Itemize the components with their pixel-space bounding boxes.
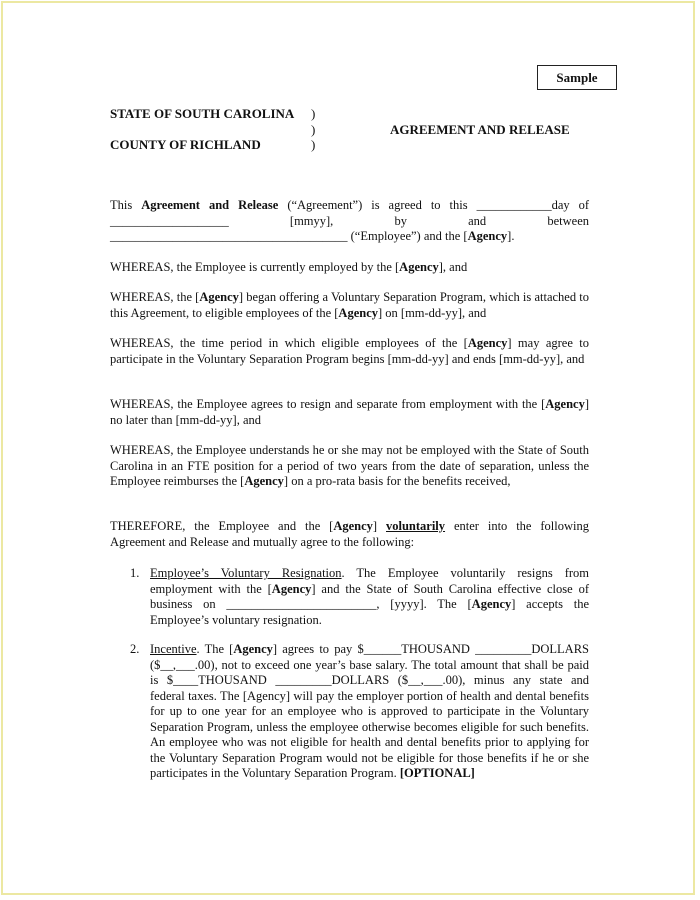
whereas-paragraph-5: WHEREAS, the Employee understands he or she may not be employed with the State of South Carolina in an FTE position for a period of two years from the date of separation, unless the Employee reimburses the [Agency] on a pro-rata basis for the benefits received, <box>110 443 589 488</box>
county-caption: COUNTY OF RICHLAND <box>110 137 261 152</box>
list-item-body: Employee’s Voluntary Resignation. The Employee voluntarily resigns from employment with the [Agency] and the State of South Carolina effective close of business on ________________________, [yyyy]. The [Agency] accepts the Employee’s voluntary resignation. <box>150 566 590 627</box>
caption-paren-2: ) <box>311 122 316 137</box>
caption-paren-1: ) <box>311 106 316 121</box>
whereas-paragraph-1: WHEREAS, the Employee is currently employed by the [Agency], and <box>110 260 468 274</box>
list-item-number: 2. <box>130 642 140 656</box>
whereas-paragraph-4: WHEREAS, the Employee agrees to resign and separate from employment with the [Agency] no later than [mm-dd-yy], and <box>110 397 589 427</box>
list-item-body: Incentive. The [Agency] agrees to pay $______THOUSAND _________DOLLARS ($__,___.00), not to exceed one year’s base salary. The total amount that shall be paid is $____THOUSAND _________DOLLARS ($__,___.00), minus any state and federal taxes. The [Agency] will pay the employer portion of health and dental benefits for up to one year for an employee who is approved to participate in the Voluntary Separation Program, unless the employee otherwise becomes eligible for such benefits. An employee who was not eligible for health and dental benefits prior to applying for the Voluntary Separation Program would not be eligible for those benefits if he or she participates in the Voluntary Separation Program. [OPTIONAL] <box>150 642 589 780</box>
state-caption: STATE OF SOUTH CAROLINA <box>110 106 295 121</box>
caption-paren-3: ) <box>311 137 316 152</box>
list-item-incentive <box>110 642 589 782</box>
document-title: AGREEMENT AND RELEASE <box>390 122 570 137</box>
list-item-resignation <box>110 566 589 628</box>
intro-paragraph: This Agreement and Release (“Agreement”) is agreed to this ____________day of ___________________ [mmyy], by and between ______________________________________ (“Employee”) and the [Agency]. <box>110 198 589 243</box>
whereas-paragraph-3: WHEREAS, the time period in which eligible employees of the [Agency] may agree to participate in the Voluntary Separation Program begins [mm-dd-yy] and ends [mm-dd-yy], and <box>110 336 589 366</box>
list-item-number: 1. <box>130 566 140 580</box>
incentive-heading: Incentive <box>150 642 197 656</box>
therefore-paragraph: THEREFORE, the Employee and the [Agency] voluntarily enter into the following Agreement and Release and mutually agree to the following: <box>110 519 589 549</box>
whereas-paragraph-2: WHEREAS, the [Agency] began offering a Voluntary Separation Program, which is attached to this Agreement, to eligible employees of the [Agency] on [mm-dd-yy], and <box>110 290 589 320</box>
sample-label: Sample <box>537 65 617 90</box>
resignation-heading: Employee’s Voluntary Resignation <box>150 566 342 580</box>
